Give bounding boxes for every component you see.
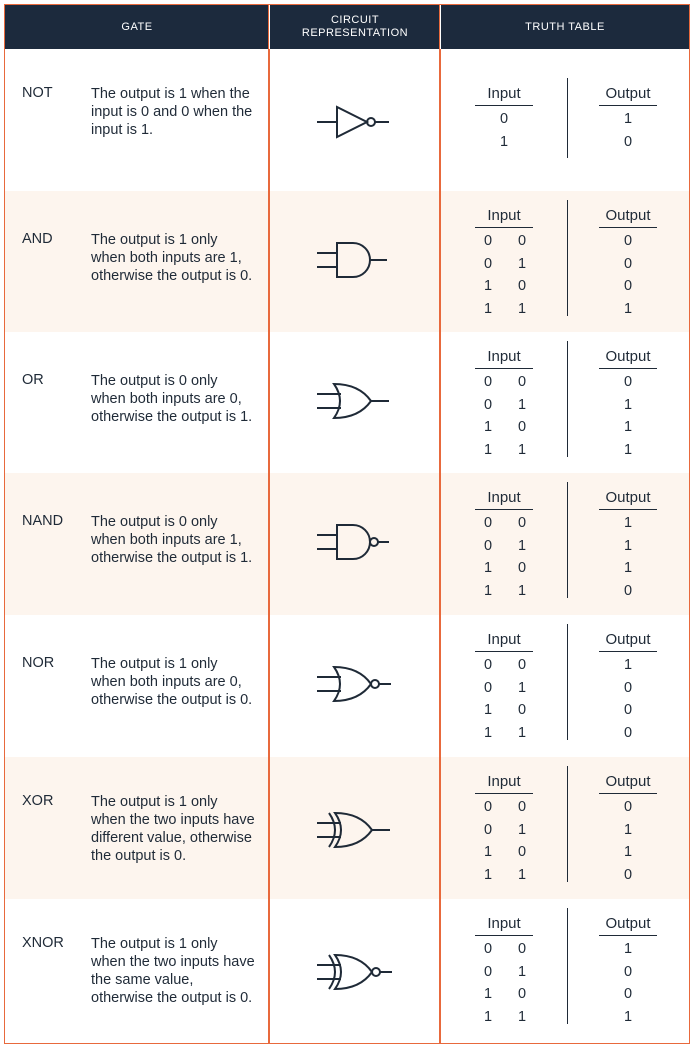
truth-table-divider <box>567 766 568 882</box>
truth-table <box>469 85 669 205</box>
output-underline <box>599 227 657 228</box>
truth-table-divider <box>567 624 568 740</box>
input-value: 1 <box>483 724 493 741</box>
output-value: 1 <box>623 111 633 127</box>
input-value: 1 <box>499 133 509 150</box>
input-value: 0 <box>517 657 527 673</box>
output-underline <box>599 105 657 106</box>
gate-description: The output is 1 only when the two inputs have different value, otherwise the output is 0. <box>91 794 255 864</box>
truth-table <box>469 631 669 751</box>
logic-gates-table <box>4 4 690 1044</box>
output-value: 1 <box>623 844 633 860</box>
nor-gate-icon <box>315 659 395 709</box>
output-value: 1 <box>623 941 633 957</box>
input-value: 1 <box>483 702 493 718</box>
truth-table-divider <box>567 341 568 457</box>
output-underline <box>599 509 657 510</box>
truth-table <box>469 489 669 609</box>
gate-name: XOR <box>22 793 54 809</box>
input-value: 1 <box>483 278 493 294</box>
input-value: 1 <box>483 300 493 317</box>
input-value: 1 <box>483 419 493 435</box>
gate-description: The output is 1 when the input is 0 and 0 when the input is 1. <box>91 86 253 138</box>
output-value: 0 <box>623 255 633 272</box>
input-value: 1 <box>517 963 527 980</box>
gate-name: AND <box>22 231 53 247</box>
input-value: 0 <box>483 799 493 815</box>
output-underline <box>599 368 657 369</box>
input-underline <box>475 509 533 510</box>
input-value: 1 <box>517 537 527 554</box>
gate-name: OR <box>22 372 44 388</box>
gate-description: The output is 1 only when both inputs are 0, otherwise the output is 0. <box>91 656 253 708</box>
input-header: Input <box>487 85 521 102</box>
truth-table <box>469 207 669 327</box>
truth-table <box>469 915 669 1035</box>
output-header: Output <box>605 915 651 932</box>
input-value: 1 <box>483 441 493 458</box>
output-value: 0 <box>623 374 633 390</box>
input-underline <box>475 227 533 228</box>
table-header <box>5 5 689 49</box>
input-value: 0 <box>517 702 527 718</box>
input-value: 1 <box>517 679 527 696</box>
input-value: 0 <box>499 111 509 127</box>
output-header: Output <box>605 489 651 506</box>
input-value: 0 <box>483 374 493 390</box>
input-value: 0 <box>483 233 493 249</box>
output-value: 1 <box>623 441 633 458</box>
gate-row-not <box>5 49 689 191</box>
gate-row-nand <box>5 473 689 615</box>
output-value: 0 <box>623 986 633 1002</box>
gate-description: The output is 0 only when both inputs are 0, otherwise the output is 1. <box>91 373 253 425</box>
output-value: 0 <box>623 799 633 815</box>
input-underline <box>475 105 533 106</box>
output-value: 0 <box>623 724 633 741</box>
output-value: 0 <box>623 963 633 980</box>
input-header: Input <box>487 489 521 506</box>
gate-description: The output is 0 only when both inputs are 1, otherwise the output is 1. <box>91 514 253 566</box>
output-value: 1 <box>623 657 633 673</box>
input-value: 1 <box>483 866 493 883</box>
input-value: 0 <box>483 963 493 980</box>
output-value: 1 <box>623 396 633 413</box>
header-divider <box>440 5 441 49</box>
input-underline <box>475 935 533 936</box>
input-value: 0 <box>517 419 527 435</box>
column-divider <box>439 5 441 1044</box>
header-gate: GATE <box>121 20 153 33</box>
output-header: Output <box>605 773 651 790</box>
output-value: 1 <box>623 1008 633 1025</box>
output-value: 0 <box>623 702 633 718</box>
output-value: 0 <box>623 679 633 696</box>
truth-table-divider <box>567 908 568 1024</box>
input-value: 1 <box>483 844 493 860</box>
input-value: 0 <box>483 396 493 413</box>
input-value: 0 <box>517 233 527 249</box>
gate-description: The output is 1 only when the two inputs have the same value, otherwise the output is 0. <box>91 936 255 1006</box>
output-value: 1 <box>623 515 633 531</box>
input-value: 1 <box>483 986 493 1002</box>
input-header: Input <box>487 773 521 790</box>
gate-name: NOT <box>22 85 53 101</box>
input-value: 1 <box>517 441 527 458</box>
gate-name: NOR <box>22 655 55 671</box>
output-value: 0 <box>623 582 633 599</box>
input-value: 0 <box>483 515 493 531</box>
truth-table-divider <box>567 78 568 158</box>
output-value: 1 <box>623 419 633 435</box>
gate-name: XNOR <box>22 935 64 951</box>
gate-name: NAND <box>22 513 64 529</box>
output-header: Output <box>605 631 651 648</box>
input-value: 0 <box>483 821 493 838</box>
output-value: 1 <box>623 300 633 317</box>
input-value: 0 <box>517 560 527 576</box>
input-value: 0 <box>517 844 527 860</box>
input-value: 0 <box>517 799 527 815</box>
input-header: Input <box>487 915 521 932</box>
gate-row-nor <box>5 615 689 757</box>
input-value: 1 <box>483 582 493 599</box>
output-underline <box>599 793 657 794</box>
input-value: 0 <box>517 374 527 390</box>
column-divider <box>268 5 270 1044</box>
input-value: 0 <box>517 278 527 294</box>
input-value: 0 <box>483 941 493 957</box>
truth-table <box>469 773 669 893</box>
or-gate-icon <box>315 376 395 426</box>
output-value: 0 <box>623 866 633 883</box>
nand-gate-icon <box>315 517 395 567</box>
input-value: 1 <box>517 866 527 883</box>
gate-description: The output is 1 only when both inputs are 1, otherwise the output is 0. <box>91 232 253 284</box>
input-underline <box>475 793 533 794</box>
input-value: 0 <box>517 515 527 531</box>
output-value: 0 <box>623 278 633 294</box>
gate-row-or <box>5 332 689 473</box>
input-value: 0 <box>517 986 527 1002</box>
output-value: 0 <box>623 233 633 249</box>
input-value: 1 <box>517 821 527 838</box>
input-value: 1 <box>517 396 527 413</box>
truth-table-divider <box>567 200 568 316</box>
output-header: Output <box>605 85 651 102</box>
xnor-gate-icon <box>315 947 395 997</box>
truth-table <box>469 348 669 468</box>
input-header: Input <box>487 207 521 224</box>
output-value: 0 <box>623 133 633 150</box>
input-value: 0 <box>483 657 493 673</box>
input-value: 0 <box>483 537 493 554</box>
input-value: 1 <box>517 255 527 272</box>
input-value: 1 <box>517 300 527 317</box>
input-header: Input <box>487 348 521 365</box>
header-truth-table: TRUTH TABLE <box>525 20 605 33</box>
and-gate-icon <box>315 235 395 285</box>
gate-row-and <box>5 191 689 332</box>
input-value: 0 <box>483 679 493 696</box>
xor-gate-icon <box>315 805 395 855</box>
input-value: 1 <box>483 560 493 576</box>
gate-row-xnor <box>5 899 689 1044</box>
input-value: 1 <box>483 1008 493 1025</box>
not-gate-icon <box>315 97 395 147</box>
header-divider <box>269 5 270 49</box>
output-underline <box>599 651 657 652</box>
input-value: 0 <box>483 255 493 272</box>
output-header: Output <box>605 207 651 224</box>
output-value: 1 <box>623 821 633 838</box>
truth-table-divider <box>567 482 568 598</box>
input-value: 1 <box>517 1008 527 1025</box>
output-value: 1 <box>623 537 633 554</box>
input-value: 1 <box>517 724 527 741</box>
input-underline <box>475 368 533 369</box>
output-value: 1 <box>623 560 633 576</box>
input-value: 0 <box>517 941 527 957</box>
gate-row-xor <box>5 757 689 899</box>
input-underline <box>475 651 533 652</box>
header-circuit-representation: CIRCUIT REPRESENTATION <box>301 14 409 39</box>
input-header: Input <box>487 631 521 648</box>
output-header: Output <box>605 348 651 365</box>
input-value: 1 <box>517 582 527 599</box>
output-underline <box>599 935 657 936</box>
